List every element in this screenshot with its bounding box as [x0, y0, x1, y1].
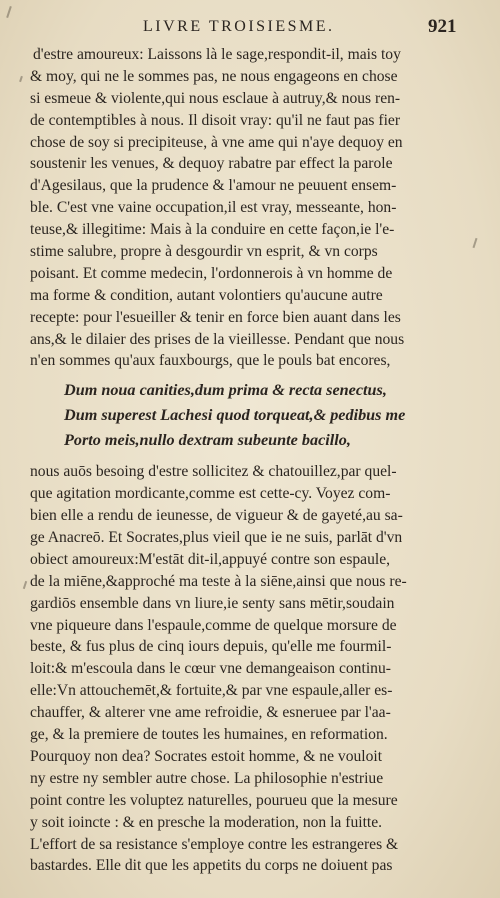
- text-line: d'estre amoureux: Laissons là le sage,respondit-il, mais toy: [33, 46, 401, 63]
- verse-line: Dum noua canities,dum prima & recta senectus,: [64, 381, 387, 400]
- text-line: nous auōs besoing d'estre sollicitez & chatouillez,par quel-: [30, 463, 397, 481]
- text-line: stime salubre, propre à desgourdir vn esprit, & vn corps: [30, 243, 378, 261]
- paragraph: [30, 461, 470, 877]
- page-header: [0, 14, 500, 40]
- verse-line: Porto meis,nullo dextram subeunte bacillo,: [64, 431, 351, 450]
- text-line: point contre les voluptez naturelles, pourueu que la mesure: [30, 791, 398, 809]
- text-line: ans,& le dilaier des prises de la vieillesse. Pendant que nous: [30, 330, 405, 348]
- running-title: LIVRE TROISIESME.: [143, 18, 335, 35]
- text-line: obiect amoureux:M'estāt dit-il,appuyé contre son espaule,: [30, 550, 391, 568]
- text-line: L'effort de sa resistance s'employe contre les estrangeres &: [30, 835, 399, 853]
- body-text: [30, 44, 470, 877]
- text-line: elle:Vn attouchemēt,& fortuite,& par vne espaule,aller es-: [30, 682, 393, 700]
- paragraph: [30, 44, 470, 372]
- text-line: d'Agesilaus, que la prudence & l'amour ne peuuent ensem-: [30, 177, 397, 195]
- text-line: ge Anacreō. Et Socrates,plus vieil que ie ne suis, parlāt d'vn: [30, 529, 403, 547]
- text-line: recepte: pour l'esueiller & tenir en force bien auant dans les: [30, 308, 401, 326]
- text-line: ble. C'est vne vaine occupation,il est vray, messeante, hon-: [30, 199, 397, 217]
- text-line: que agitation mordicante,comme est cette-cy. Voyez com-: [30, 485, 391, 503]
- ink-mark: [19, 76, 23, 82]
- text-line: beste, & fus plus de cinq iours depuis, qu'elle me fourmil-: [30, 638, 392, 656]
- text-line: & moy, qui ne le sommes pas, ne nous engageons en chose: [30, 67, 398, 85]
- ink-mark: [473, 238, 478, 248]
- text-line: Pourquoy non dea? Socrates estoit homme, & ne vouloit: [30, 747, 383, 765]
- text-line: soustenir les venues, & dequoy rabatre par effect la parole: [30, 155, 393, 173]
- text-line: ma forme & condition, autant volontiers qu'aucune autre: [30, 286, 383, 304]
- text-line: n'en sommes qu'aux fauxbourgs, que le pouls bat encores,: [30, 352, 391, 370]
- verse-line: Dum superest Lachesi quod torqueat,& pedibus me: [64, 406, 406, 425]
- text-line: teuse,& illegitime: Mais à la conduire en cette façon,ie l'e-: [30, 221, 395, 239]
- text-line: de la miēne,&approché ma teste à la siēne,ainsi que nous re-: [30, 572, 407, 590]
- text-line: ny estre ny sembler autre chose. La philosophie n'estriue: [30, 769, 384, 787]
- text-line: chose de soy si precipiteuse, à vne ame qui n'aye dequoy en: [30, 133, 403, 151]
- page-number: 921: [428, 16, 457, 37]
- text-line: gardiōs ensemble dans vn liure,ie senty sans mētir,soudain: [30, 594, 395, 612]
- text-line: loit:& m'escoula dans le cœur vne demangeaison continu-: [30, 660, 391, 678]
- text-line: si esmeue & violente,qui nous esclaue à autruy,& nous ren-: [30, 89, 401, 107]
- ink-mark: [23, 581, 27, 589]
- text-line: bastardes. Elle dit que les appetits du corps ne doiuent pas: [30, 857, 393, 875]
- text-line: ge, & la premiere de toutes les humaines, en reformation.: [30, 726, 388, 744]
- text-line: y soit ioincte : & en presche la moderation, non la fuitte.: [30, 813, 383, 831]
- text-line: vne piqueure dans l'espaule,comme de quelque morsure de: [30, 616, 397, 634]
- text-line: chauffer, & alterer vne ame refroidie, & esneruee par l'aa-: [30, 704, 391, 722]
- text-line: de contemptibles à nous. Il disoit vray: qu'il ne faut pas fier: [30, 111, 401, 129]
- text-line: bien elle a rendu de ieunesse, de vigueur & de gayeté,au sa-: [30, 507, 403, 525]
- text-line: poisant. Et comme medecin, l'ordonnerois à vn homme de: [30, 264, 393, 282]
- latin-verse-quote: [30, 378, 470, 453]
